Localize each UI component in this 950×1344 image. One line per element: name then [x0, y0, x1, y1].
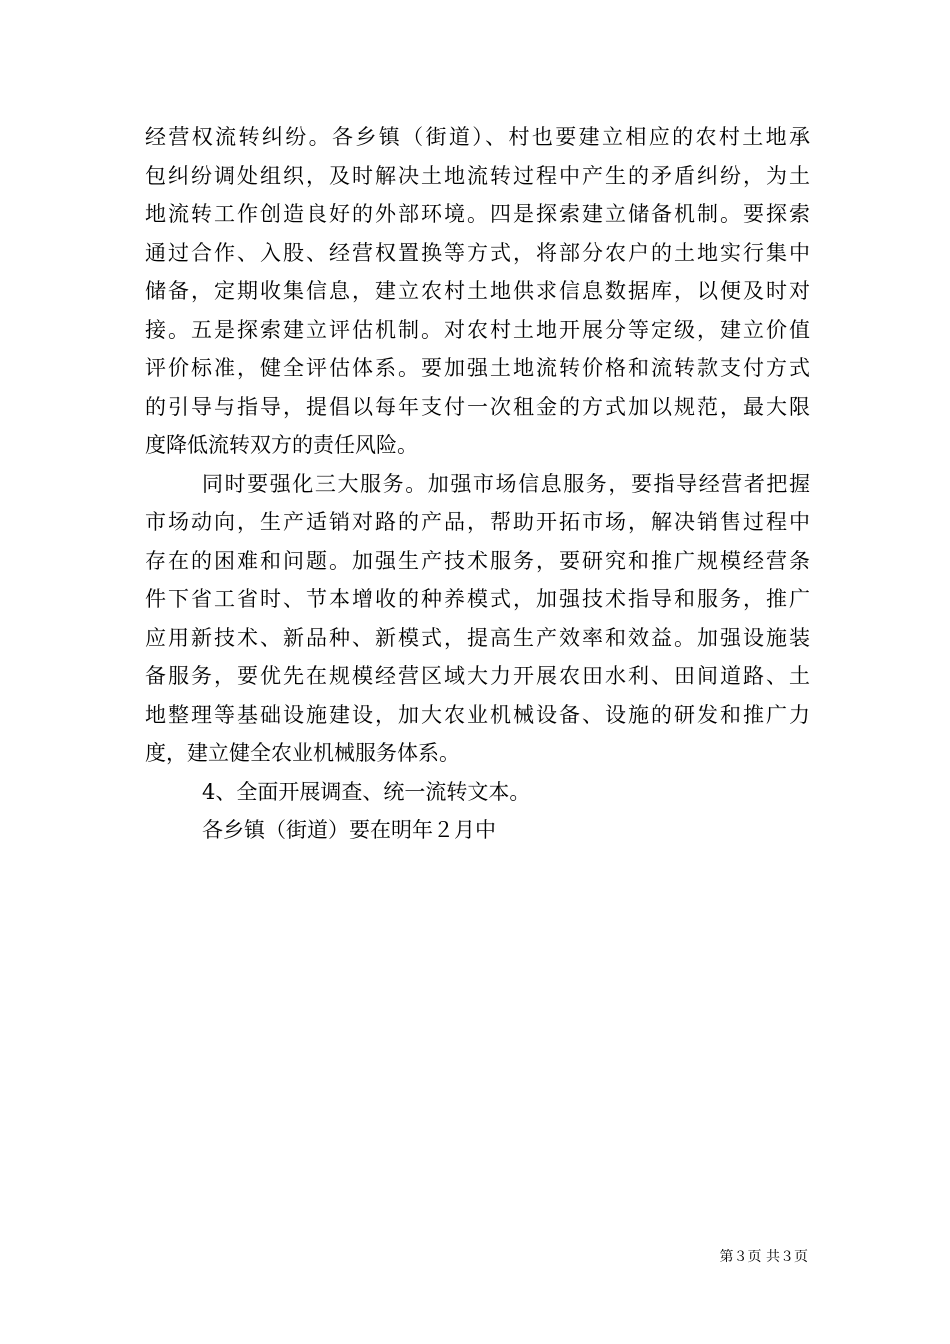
- section-heading: 4、全面开展调查、统一流转文本。: [202, 779, 531, 804]
- text-line: 接。五是探索建立评估机制。对农村土地开展分等定级，建立价值: [145, 317, 810, 342]
- text-line: 件下省工省时、节本增收的种养模式，加强技术指导和服务，推广: [145, 587, 810, 611]
- text-line: 地流转工作创造良好的外部环境。四是探索建立储备机制。要探索: [145, 202, 810, 226]
- text-line: 储备，定期收集信息，建立农村土地供求信息数据库，以便及时对: [145, 279, 810, 303]
- text-line: 备服务，要优先在规模经营区域大力开展农田水利、田间道路、土: [145, 664, 810, 688]
- text-line: 评价标准，健全评估体系。要加强土地流转价格和流转款支付方式: [145, 356, 810, 380]
- document-body: [145, 118, 810, 850]
- text-line: 包纠纷调处组织，及时解决土地流转过程中产生的矛盾纠纷，为土: [145, 163, 810, 188]
- text-line: 的引导与指导，提倡以每年支付一次租金的方式加以规范，最大限: [145, 394, 810, 419]
- text-line: 通过合作、入股、经营权置换等方式，将部分农户的土地实行集中: [145, 240, 810, 265]
- page-number: 第３页 共３页: [719, 1249, 808, 1265]
- paragraph-first-line: 各乡镇（街道）要在明年２月中: [202, 818, 496, 842]
- text-line: 经营权流转纠纷。各乡镇（街道）、村也要建立相应的农村土地承: [145, 125, 810, 149]
- paragraph-first-line: 同时要强化三大服务。加强市场信息服务，要指导经营者把握: [202, 471, 810, 496]
- text-line: 度，建立健全农业机械服务体系。: [145, 741, 460, 765]
- text-line: 度降低流转双方的责任风险。: [145, 433, 418, 457]
- text-line: 存在的困难和问题。加强生产技术服务，要研究和推广规模经营条: [145, 548, 810, 573]
- text-line: 应用新技术、新品种、新模式，提高生产效率和效益。加强设施装: [145, 625, 810, 650]
- text-line: 市场动向，生产适销对路的产品，帮助开拓市场，解决销售过程中: [145, 510, 810, 534]
- text-line: 地整理等基础设施建设，加大农业机械设备、设施的研发和推广力: [145, 702, 810, 727]
